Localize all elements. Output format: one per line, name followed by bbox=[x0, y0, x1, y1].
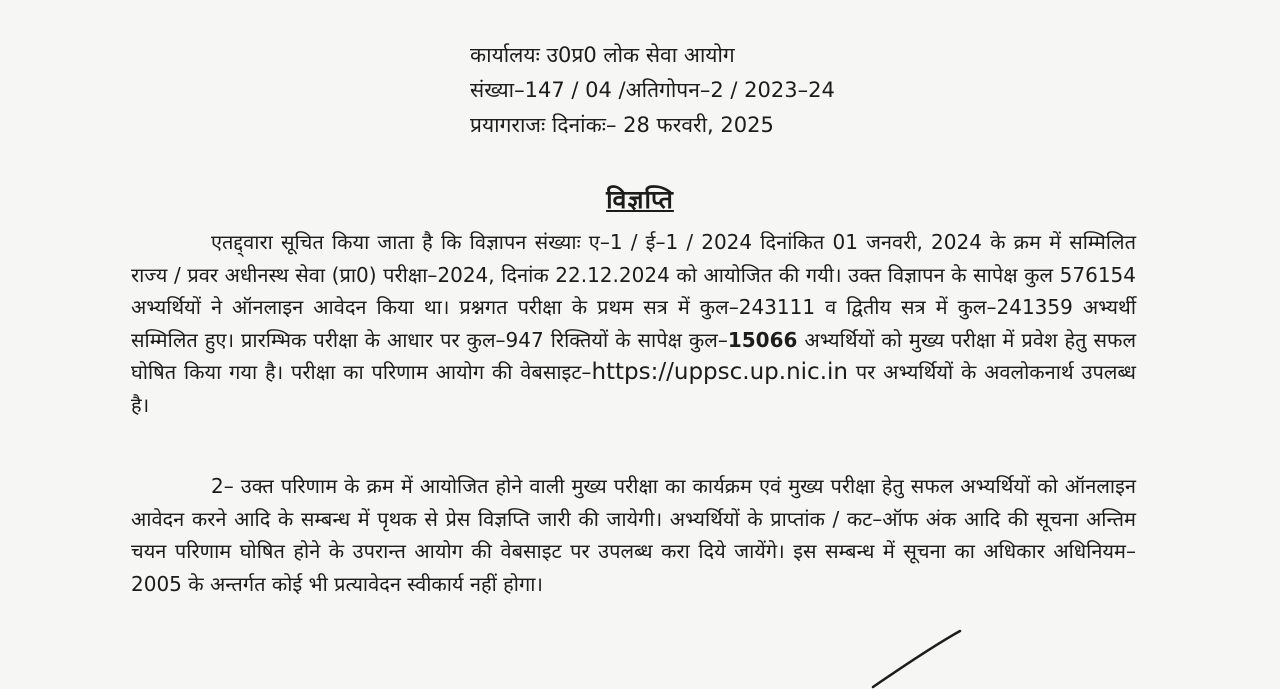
qualified-count: 15066 bbox=[727, 327, 798, 352]
reference-number: संख्या–147 / 04 /अतिगोपन–2 / 2023–24 bbox=[470, 78, 835, 102]
para2-text: 2– उक्त परिणाम के क्रम में आयोजित होने वाली मुख्य परीक्षा का कार्यक्रम एवं मुख्य परीक्षा हेतु सफल अभ्यर्थियों को ऑनलाइन आवेदन करने आदि के सम्बन्ध में पृथक से प्रेस विज्ञप्ति जारी की जायेगी। अभ्यर्थियों के प्राप्तांक / कट–ऑफ अंक आदि की सूचना अन्तिम चयन परिणाम घोषित होने के उपरान्त आयोग की वेबसाइट पर उपलब्ध करा दिये जायेंगे। इस सम्बन्ध में सूचना का अधिकार अधिनियम–2005 के अन्तर्गत कोई भी प्रत्यावेदन स्वीकार्य नहीं होगा। bbox=[131, 474, 1136, 596]
paragraph-2 bbox=[131, 470, 1136, 600]
signature-stroke bbox=[865, 625, 975, 689]
para1-text-2: अभ्यर्थियों को मुख्य परीक्षा में प्रवेश हेतु सफल घोषित किया गया है। परीक्षा का परिणाम आयोग की वेबसाइट– bbox=[131, 327, 1137, 385]
office-name: कार्यालयः उ0प्र0 लोक सेवा आयोग bbox=[470, 43, 735, 67]
issue-date: प्रयागराजः दिनांकः– 28 फरवरी, 2025 bbox=[470, 113, 774, 137]
website-link[interactable]: https://uppsc.up.nic.in bbox=[591, 359, 848, 386]
letter-header bbox=[470, 38, 835, 143]
paragraph-1 bbox=[131, 226, 1136, 422]
para1-text: एतद्द्वारा सूचित किया जाता है कि विज्ञापन संख्याः ए–1 / ई–1 / 2024 दिनांकित 01 जनवरी, 2024 के क्रम में सम्मिलित राज्य / प्रवर अधीनस्थ सेवा (प्रा0) परीक्षा–2024, दिनांक 22.12.2024 को आयोजित की गयी। उक्त विज्ञापन के सापेक्ष कुल 576154 अभ्यर्थियों ने ऑनलाइन आवेदन किया था। प्रश्नगत परीक्षा के प्रथम सत्र में कुल–243111 व द्वितीय सत्र में कुल–241359 अभ्यर्थी सम्मिलित हुए। प्रारम्भिक परीक्षा के आधार पर कुल–947 रिक्तियों के सापेक्ष कुल– bbox=[131, 230, 1136, 352]
notice-title: विज्ञप्ति bbox=[606, 185, 674, 214]
para1-text-end: पर अभ्यर्थियों के अवलोकनार्थ उपलब्ध है। bbox=[131, 360, 1136, 417]
